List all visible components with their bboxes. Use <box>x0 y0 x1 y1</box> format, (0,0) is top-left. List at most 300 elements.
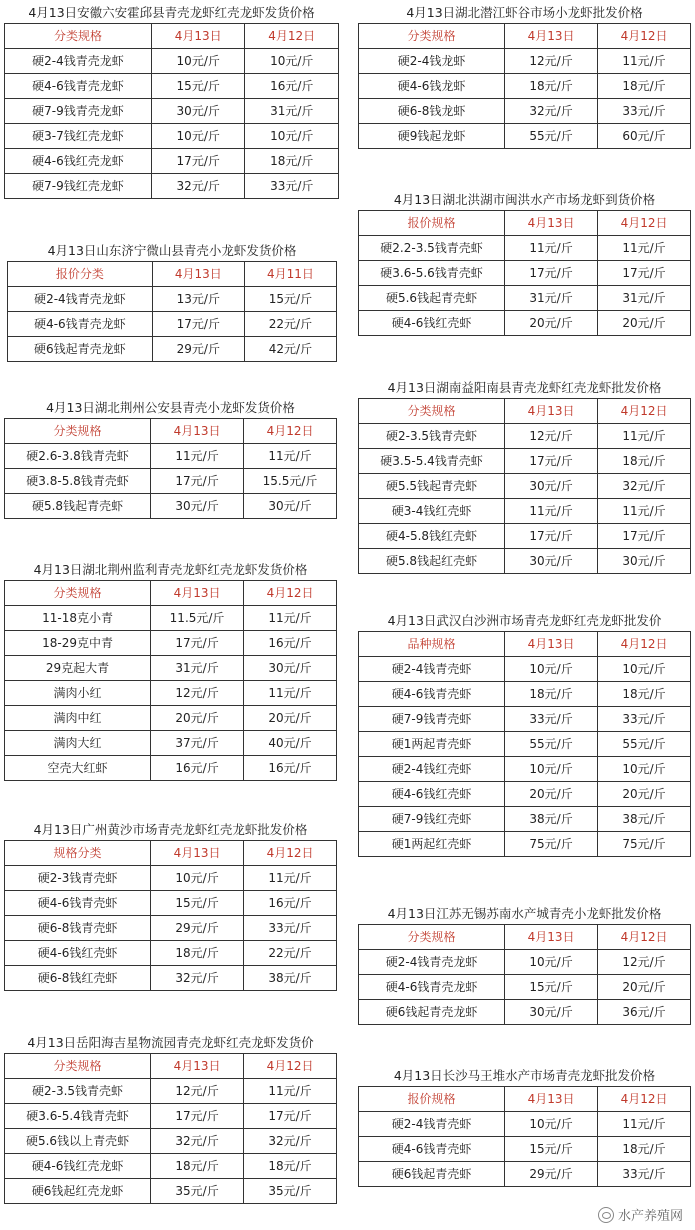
price-cell: 10元/斤 <box>245 124 339 149</box>
price-cell: 38元/斤 <box>505 807 598 832</box>
table-row <box>359 311 691 336</box>
column-header: 4月12日 <box>598 399 691 424</box>
table-row <box>359 286 691 311</box>
price-cell: 11元/斤 <box>598 1112 691 1137</box>
price-table-block <box>358 190 691 336</box>
table-title: 4月13日山东济宁微山县青壳小龙虾发货价格 <box>47 243 297 258</box>
table-row <box>359 449 691 474</box>
table-row <box>5 866 337 891</box>
spec-cell: 硬4-6钱青壳龙虾 <box>8 312 153 337</box>
price-cell: 17元/斤 <box>598 524 691 549</box>
price-table-block <box>358 378 691 574</box>
table-header-row <box>5 1054 337 1079</box>
table-row <box>359 261 691 286</box>
price-cell: 55元/斤 <box>598 732 691 757</box>
price-cell: 33元/斤 <box>598 707 691 732</box>
price-cell: 30元/斤 <box>244 656 337 681</box>
price-cell: 33元/斤 <box>245 174 339 199</box>
column-header: 4月13日 <box>505 399 598 424</box>
price-cell: 40元/斤 <box>244 731 337 756</box>
price-cell: 11元/斤 <box>244 606 337 631</box>
spec-cell: 硬4-6钱红壳龙虾 <box>5 1154 151 1179</box>
table-title: 4月13日安徽六安霍邱县青壳龙虾红壳龙虾发货价格 <box>28 5 315 20</box>
price-cell: 15元/斤 <box>151 74 245 99</box>
price-cell: 16元/斤 <box>244 891 337 916</box>
price-cell: 10元/斤 <box>598 657 691 682</box>
spec-cell: 硬4-6钱青壳龙虾 <box>5 74 152 99</box>
price-cell: 60元/斤 <box>598 124 691 149</box>
price-cell: 17元/斤 <box>505 261 598 286</box>
price-cell: 12元/斤 <box>151 681 244 706</box>
spec-cell: 硬6-8钱龙虾 <box>359 99 505 124</box>
price-cell: 22元/斤 <box>244 941 337 966</box>
spec-cell: 硬9钱起龙虾 <box>359 124 505 149</box>
table-row <box>5 1179 337 1204</box>
price-cell: 30元/斤 <box>151 99 245 124</box>
spec-cell: 硬2-4钱青壳虾 <box>359 1112 505 1137</box>
price-cell: 10元/斤 <box>505 657 598 682</box>
price-table <box>4 580 337 781</box>
spec-cell: 硬4-6钱红壳龙虾 <box>5 149 152 174</box>
column-header: 4月12日 <box>244 419 337 444</box>
table-row <box>5 1104 337 1129</box>
spec-cell: 硬4-6钱龙虾 <box>359 74 505 99</box>
price-cell: 11元/斤 <box>244 1079 337 1104</box>
price-cell: 32元/斤 <box>151 174 245 199</box>
table-row <box>5 174 339 199</box>
price-cell: 30元/斤 <box>505 1000 598 1025</box>
price-cell: 11元/斤 <box>151 444 244 469</box>
spec-cell: 硬6-8钱红壳虾 <box>5 966 151 991</box>
spec-cell: 硬5.5钱起青壳虾 <box>359 474 505 499</box>
column-header: 分类规格 <box>5 1054 151 1079</box>
spec-cell: 硬4-6钱青壳虾 <box>359 682 505 707</box>
table-header-row <box>359 399 691 424</box>
price-cell: 18元/斤 <box>151 1154 244 1179</box>
table-row <box>359 1137 691 1162</box>
spec-cell: 硬6钱起青壳龙虾 <box>8 337 153 362</box>
table-row <box>8 312 337 337</box>
column-header: 4月12日 <box>244 581 337 606</box>
price-cell: 30元/斤 <box>151 494 244 519</box>
table-row <box>5 1079 337 1104</box>
table-title: 4月13日江苏无锡苏南水产城青壳小龙虾批发价格 <box>387 906 662 921</box>
table-row <box>359 950 691 975</box>
table-row <box>5 656 337 681</box>
price-cell: 35元/斤 <box>151 1179 244 1204</box>
watermark <box>598 1205 683 1224</box>
table-row <box>359 499 691 524</box>
price-cell: 10元/斤 <box>151 124 245 149</box>
spec-cell: 硬2.6-3.8钱青壳虾 <box>5 444 151 469</box>
price-cell: 20元/斤 <box>598 782 691 807</box>
table-row <box>359 657 691 682</box>
price-cell: 55元/斤 <box>505 732 598 757</box>
spec-cell: 硬3-4钱红壳虾 <box>359 499 505 524</box>
price-cell: 30元/斤 <box>598 549 691 574</box>
column-header: 4月12日 <box>245 24 339 49</box>
table-title: 4月13日湖北荆州监利青壳龙虾红壳龙虾发货价格 <box>33 562 308 577</box>
price-cell: 17元/斤 <box>598 261 691 286</box>
column-header: 4月11日 <box>244 262 336 287</box>
column-header: 4月13日 <box>505 1087 598 1112</box>
price-table-block <box>7 241 337 362</box>
table-title: 4月13日湖北潜江虾谷市场小龙虾批发价格 <box>406 5 643 20</box>
spec-cell: 硬3.8-5.8钱青壳虾 <box>5 469 151 494</box>
table-row <box>5 891 337 916</box>
column-header: 4月12日 <box>244 841 337 866</box>
spec-cell: 硬5.6钱起青壳虾 <box>359 286 505 311</box>
price-cell: 18元/斤 <box>244 1154 337 1179</box>
price-cell: 32元/斤 <box>151 1129 244 1154</box>
spec-cell: 硬2-3钱青壳虾 <box>5 866 151 891</box>
price-cell: 22元/斤 <box>244 312 336 337</box>
table-row <box>8 337 337 362</box>
price-cell: 33元/斤 <box>598 99 691 124</box>
table-row <box>5 966 337 991</box>
table-row <box>359 74 691 99</box>
column-header: 分类规格 <box>359 925 505 950</box>
spec-cell: 硬3-7钱红壳龙虾 <box>5 124 152 149</box>
table-header-row <box>359 24 691 49</box>
price-cell: 18元/斤 <box>598 449 691 474</box>
table-title: 4月13日长沙马王堆水产市场青壳龙虾批发价格 <box>393 1068 656 1083</box>
price-cell: 30元/斤 <box>244 494 337 519</box>
table-row <box>5 606 337 631</box>
price-cell: 20元/斤 <box>151 706 244 731</box>
spec-cell: 硬2-4钱青壳龙虾 <box>8 287 153 312</box>
price-cell: 31元/斤 <box>505 286 598 311</box>
price-cell: 17元/斤 <box>505 449 598 474</box>
price-table-block <box>358 3 691 149</box>
table-row <box>5 706 337 731</box>
spec-cell: 硬7-9钱青壳龙虾 <box>5 99 152 124</box>
spec-cell: 硬6-8钱青壳虾 <box>5 916 151 941</box>
column-header: 报价规格 <box>359 1087 505 1112</box>
price-cell: 10元/斤 <box>505 1112 598 1137</box>
price-cell: 15元/斤 <box>244 287 336 312</box>
price-cell: 11.5元/斤 <box>151 606 244 631</box>
spec-cell: 空壳大红虾 <box>5 756 151 781</box>
price-cell: 15元/斤 <box>151 891 244 916</box>
column-header: 分类规格 <box>5 24 152 49</box>
table-row <box>359 682 691 707</box>
price-cell: 12元/斤 <box>505 424 598 449</box>
column-header: 分类规格 <box>359 399 505 424</box>
table-row <box>359 732 691 757</box>
price-cell: 42元/斤 <box>244 337 336 362</box>
column-header: 4月12日 <box>598 1087 691 1112</box>
spec-cell: 硬5.8钱起红壳虾 <box>359 549 505 574</box>
price-table <box>4 23 339 199</box>
price-cell: 18元/斤 <box>598 1137 691 1162</box>
column-header: 规格分类 <box>5 841 151 866</box>
table-title: 4月13日湖北洪湖市闽洪水产市场龙虾到货价格 <box>393 192 656 207</box>
price-cell: 29元/斤 <box>152 337 244 362</box>
column-header: 4月13日 <box>505 211 598 236</box>
spec-cell: 硬2-3.5钱青壳虾 <box>5 1079 151 1104</box>
price-cell: 29元/斤 <box>151 916 244 941</box>
table-header-row <box>359 1087 691 1112</box>
price-cell: 18元/斤 <box>245 149 339 174</box>
price-table <box>4 418 337 519</box>
table-header-row <box>8 262 337 287</box>
price-cell: 11元/斤 <box>244 866 337 891</box>
price-cell: 15.5元/斤 <box>244 469 337 494</box>
table-row <box>359 757 691 782</box>
spec-cell: 硬5.6钱以上青壳虾 <box>5 1129 151 1154</box>
price-cell: 18元/斤 <box>598 74 691 99</box>
table-row <box>359 524 691 549</box>
spec-cell: 硬7-9钱红壳虾 <box>359 807 505 832</box>
price-cell: 38元/斤 <box>244 966 337 991</box>
price-cell: 17元/斤 <box>244 1104 337 1129</box>
table-header-row <box>359 925 691 950</box>
table-row <box>5 1154 337 1179</box>
price-cell: 37元/斤 <box>151 731 244 756</box>
price-cell: 33元/斤 <box>244 916 337 941</box>
spec-cell: 硬7-9钱红壳龙虾 <box>5 174 152 199</box>
price-cell: 18元/斤 <box>505 682 598 707</box>
price-cell: 75元/斤 <box>598 832 691 857</box>
price-cell: 20元/斤 <box>598 311 691 336</box>
price-cell: 20元/斤 <box>244 706 337 731</box>
column-header: 报价分类 <box>8 262 153 287</box>
spec-cell: 硬6钱起青壳虾 <box>359 1162 505 1187</box>
table-row <box>359 1162 691 1187</box>
column-header: 4月13日 <box>505 925 598 950</box>
column-header: 4月13日 <box>505 632 598 657</box>
price-cell: 20元/斤 <box>505 311 598 336</box>
price-cell: 12元/斤 <box>598 950 691 975</box>
watermark-text: 水产养殖网 <box>617 1209 683 1224</box>
table-title: 4月13日岳阳海吉星物流园青壳龙虾红壳龙虾发货价 <box>27 1035 314 1050</box>
spec-cell: 硬3.6-5.6钱青壳虾 <box>359 261 505 286</box>
table-row <box>5 494 337 519</box>
column-header: 4月12日 <box>598 632 691 657</box>
price-cell: 10元/斤 <box>598 757 691 782</box>
spec-cell: 硬4-6钱青壳虾 <box>359 1137 505 1162</box>
price-cell: 17元/斤 <box>151 149 245 174</box>
price-table-block <box>4 560 337 781</box>
spec-cell: 硬4-6钱红壳虾 <box>359 311 505 336</box>
price-cell: 17元/斤 <box>151 631 244 656</box>
column-header: 4月12日 <box>598 925 691 950</box>
table-row <box>5 99 339 124</box>
table-header-row <box>5 419 337 444</box>
table-header-row <box>359 211 691 236</box>
price-cell: 32元/斤 <box>598 474 691 499</box>
spec-cell: 满肉中红 <box>5 706 151 731</box>
spec-cell: 硬3.5-5.4钱青壳虾 <box>359 449 505 474</box>
column-header: 4月13日 <box>151 841 244 866</box>
price-cell: 17元/斤 <box>152 312 244 337</box>
column-header: 分类规格 <box>5 581 151 606</box>
table-row <box>5 941 337 966</box>
price-cell: 11元/斤 <box>505 236 598 261</box>
spec-cell: 硬2-3.5钱青壳虾 <box>359 424 505 449</box>
price-cell: 16元/斤 <box>151 756 244 781</box>
price-cell: 35元/斤 <box>244 1179 337 1204</box>
spec-cell: 硬2.2-3.5钱青壳虾 <box>359 236 505 261</box>
column-header: 4月13日 <box>151 419 244 444</box>
price-cell: 15元/斤 <box>505 1137 598 1162</box>
price-cell: 32元/斤 <box>505 99 598 124</box>
spec-cell: 硬2-4钱青壳龙虾 <box>5 49 152 74</box>
spec-cell: 18-29克中青 <box>5 631 151 656</box>
table-row <box>359 782 691 807</box>
price-cell: 11元/斤 <box>598 424 691 449</box>
price-cell: 30元/斤 <box>505 474 598 499</box>
column-header: 4月12日 <box>244 1054 337 1079</box>
spec-cell: 硬6钱起红壳龙虾 <box>5 1179 151 1204</box>
price-cell: 10元/斤 <box>505 757 598 782</box>
table-row <box>359 124 691 149</box>
spec-cell: 硬7-9钱青壳虾 <box>359 707 505 732</box>
spec-cell: 硬2-4钱青壳虾 <box>359 657 505 682</box>
table-title: 4月13日湖北荆州公安县青壳小龙虾发货价格 <box>46 400 295 415</box>
spec-cell: 硬4-6钱青壳龙虾 <box>359 975 505 1000</box>
table-title: 4月13日广州黄沙市场青壳龙虾红壳龙虾批发价格 <box>33 822 308 837</box>
price-table-block <box>4 3 339 199</box>
table-title: 4月13日武汉白沙洲市场青壳龙虾红壳龙虾批发价 <box>387 613 662 628</box>
table-row <box>5 444 337 469</box>
column-header: 报价规格 <box>359 211 505 236</box>
table-row <box>359 236 691 261</box>
spec-cell: 硬4-5.8钱红壳虾 <box>359 524 505 549</box>
price-cell: 32元/斤 <box>244 1129 337 1154</box>
price-table-block <box>4 398 337 519</box>
price-cell: 13元/斤 <box>152 287 244 312</box>
price-table <box>4 840 337 991</box>
table-row <box>8 287 337 312</box>
price-table-block <box>4 1033 337 1204</box>
table-row <box>359 832 691 857</box>
price-table <box>358 23 691 149</box>
column-header: 4月12日 <box>598 211 691 236</box>
price-cell: 20元/斤 <box>505 782 598 807</box>
column-header: 分类规格 <box>359 24 505 49</box>
price-table <box>358 631 691 857</box>
price-cell: 20元/斤 <box>598 975 691 1000</box>
table-header-row <box>359 632 691 657</box>
price-cell: 16元/斤 <box>244 756 337 781</box>
price-cell: 17元/斤 <box>151 1104 244 1129</box>
table-row <box>5 74 339 99</box>
price-table-block <box>358 1066 691 1187</box>
table-row <box>359 49 691 74</box>
column-header: 4月13日 <box>151 24 245 49</box>
price-table <box>358 924 691 1025</box>
price-cell: 18元/斤 <box>151 941 244 966</box>
column-header: 品种规格 <box>359 632 505 657</box>
table-row <box>359 474 691 499</box>
price-cell: 12元/斤 <box>151 1079 244 1104</box>
table-row <box>5 124 339 149</box>
price-cell: 11元/斤 <box>598 236 691 261</box>
table-row <box>5 49 339 74</box>
price-cell: 17元/斤 <box>505 524 598 549</box>
price-cell: 15元/斤 <box>505 975 598 1000</box>
price-cell: 11元/斤 <box>244 681 337 706</box>
table-row <box>359 1000 691 1025</box>
spec-cell: 满肉小红 <box>5 681 151 706</box>
table-row <box>359 549 691 574</box>
wechat-icon <box>598 1207 614 1223</box>
price-cell: 55元/斤 <box>505 124 598 149</box>
column-header: 4月13日 <box>505 24 598 49</box>
price-cell: 16元/斤 <box>245 74 339 99</box>
table-row <box>5 756 337 781</box>
price-cell: 30元/斤 <box>505 549 598 574</box>
spec-cell: 11-18克小青 <box>5 606 151 631</box>
table-row <box>5 149 339 174</box>
table-row <box>5 681 337 706</box>
spec-cell: 硬1两起青壳虾 <box>359 732 505 757</box>
price-cell: 12元/斤 <box>505 49 598 74</box>
price-cell: 36元/斤 <box>598 1000 691 1025</box>
price-cell: 33元/斤 <box>598 1162 691 1187</box>
spec-cell: 硬2-4钱龙虾 <box>359 49 505 74</box>
spec-cell: 硬4-6钱红壳虾 <box>5 941 151 966</box>
price-cell: 11元/斤 <box>505 499 598 524</box>
table-row <box>5 631 337 656</box>
spec-cell: 硬2-4钱红壳虾 <box>359 757 505 782</box>
spec-cell: 硬4-6钱青壳虾 <box>5 891 151 916</box>
price-table <box>358 398 691 574</box>
spec-cell: 硬5.8钱起青壳虾 <box>5 494 151 519</box>
price-cell: 10元/斤 <box>151 49 245 74</box>
price-cell: 31元/斤 <box>151 656 244 681</box>
column-header: 4月12日 <box>598 24 691 49</box>
price-cell: 18元/斤 <box>598 682 691 707</box>
table-header-row <box>5 841 337 866</box>
price-cell: 18元/斤 <box>505 74 598 99</box>
table-header-row <box>5 24 339 49</box>
table-row <box>5 1129 337 1154</box>
price-table <box>7 261 337 362</box>
price-cell: 31元/斤 <box>245 99 339 124</box>
column-header: 4月13日 <box>152 262 244 287</box>
spec-cell: 29克起大青 <box>5 656 151 681</box>
price-table <box>358 210 691 336</box>
price-cell: 38元/斤 <box>598 807 691 832</box>
column-header: 4月13日 <box>151 581 244 606</box>
price-cell: 29元/斤 <box>505 1162 598 1187</box>
price-table-block <box>358 611 691 857</box>
table-row <box>5 469 337 494</box>
table-row <box>359 99 691 124</box>
spec-cell: 硬4-6钱红壳虾 <box>359 782 505 807</box>
price-cell: 10元/斤 <box>151 866 244 891</box>
table-row <box>359 424 691 449</box>
table-row <box>359 807 691 832</box>
price-table-block <box>4 820 337 991</box>
price-cell: 75元/斤 <box>505 832 598 857</box>
spec-cell: 硬2-4钱青壳龙虾 <box>359 950 505 975</box>
price-cell: 11元/斤 <box>244 444 337 469</box>
price-table-block <box>358 904 691 1025</box>
price-cell: 32元/斤 <box>151 966 244 991</box>
spec-cell: 硬3.6-5.4钱青壳虾 <box>5 1104 151 1129</box>
table-row <box>5 731 337 756</box>
table-title: 4月13日湖南益阳南县青壳龙虾红壳龙虾批发价格 <box>387 380 662 395</box>
table-row <box>359 1112 691 1137</box>
table-row <box>5 916 337 941</box>
table-row <box>359 707 691 732</box>
price-cell: 11元/斤 <box>598 49 691 74</box>
table-header-row <box>5 581 337 606</box>
